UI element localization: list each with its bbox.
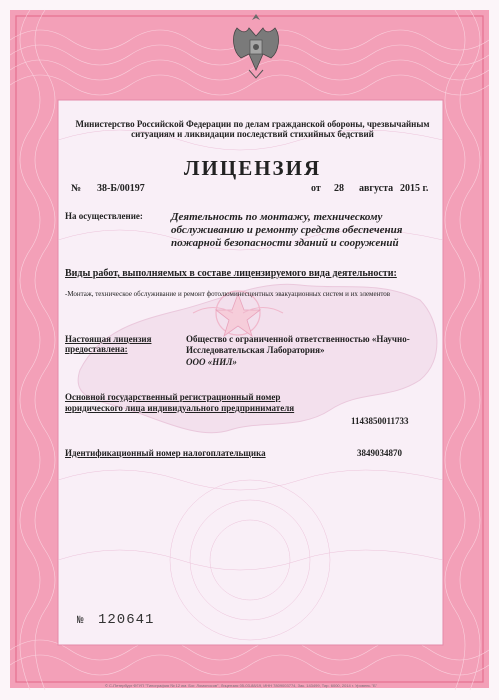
number-sign: №	[71, 183, 82, 194]
issued-organization	[186, 334, 441, 368]
ministry-name: Министерство Российской Федерации по делам гражданской обороны, чрезвычайным ситуациям и ликвидации последствий стихийных бедствий	[75, 119, 430, 140]
license-number: 38-Б/00197	[97, 183, 145, 194]
issued-short-name: ООО «НИЛ»	[186, 356, 237, 367]
activity-label: На осуществление:	[65, 211, 143, 221]
ogrn-value: 1143850011733	[351, 416, 409, 426]
activity-text: Деятельность по монтажу, техническому обслуживанию и ремонту средств обеспечения пожарной безопасности зданий и сооружений	[171, 211, 403, 249]
issued-label: Настоящая лицензия предоставлена:	[65, 334, 152, 355]
issued-name: Общество с ограниченной ответственностью «Научно-Исследовательская Лаборатория»	[186, 334, 410, 356]
date-year: 2015 г.	[400, 183, 429, 194]
serial-sign: №	[77, 615, 84, 627]
printer-imprint: © С-Петербург ФГУП "Типография № 12 им. Бог. Ломоносов", Лицензия 05-03-88/19, ИНН 7809003774, Зак. 143499, Тир. 6000, 2014 г. Уровень "Б"	[105, 683, 378, 688]
inn-value: 3849034870	[357, 448, 402, 458]
date-month: августа	[359, 183, 394, 194]
date-day: 28	[334, 183, 344, 194]
coat-of-arms-emblem	[227, 8, 285, 82]
date-prefix: от	[311, 183, 321, 194]
ogrn-label: Основной государственный регистрационный номер юридического лица индивидуального предпринимателя	[65, 392, 295, 413]
document-title: ЛИЦЕНЗИЯ	[183, 156, 322, 180]
inn-label: Идентификационный номер налогоплательщика	[65, 448, 266, 458]
works-label: Виды работ, выполняемых в составе лицензируемого вида деятельности:	[65, 268, 397, 279]
works-text: -Монтаж, техническое обслуживание и ремонт фотолюминесцентных эвакуационных систем и их элементов	[65, 290, 391, 298]
serial-number: 120641	[98, 612, 155, 628]
